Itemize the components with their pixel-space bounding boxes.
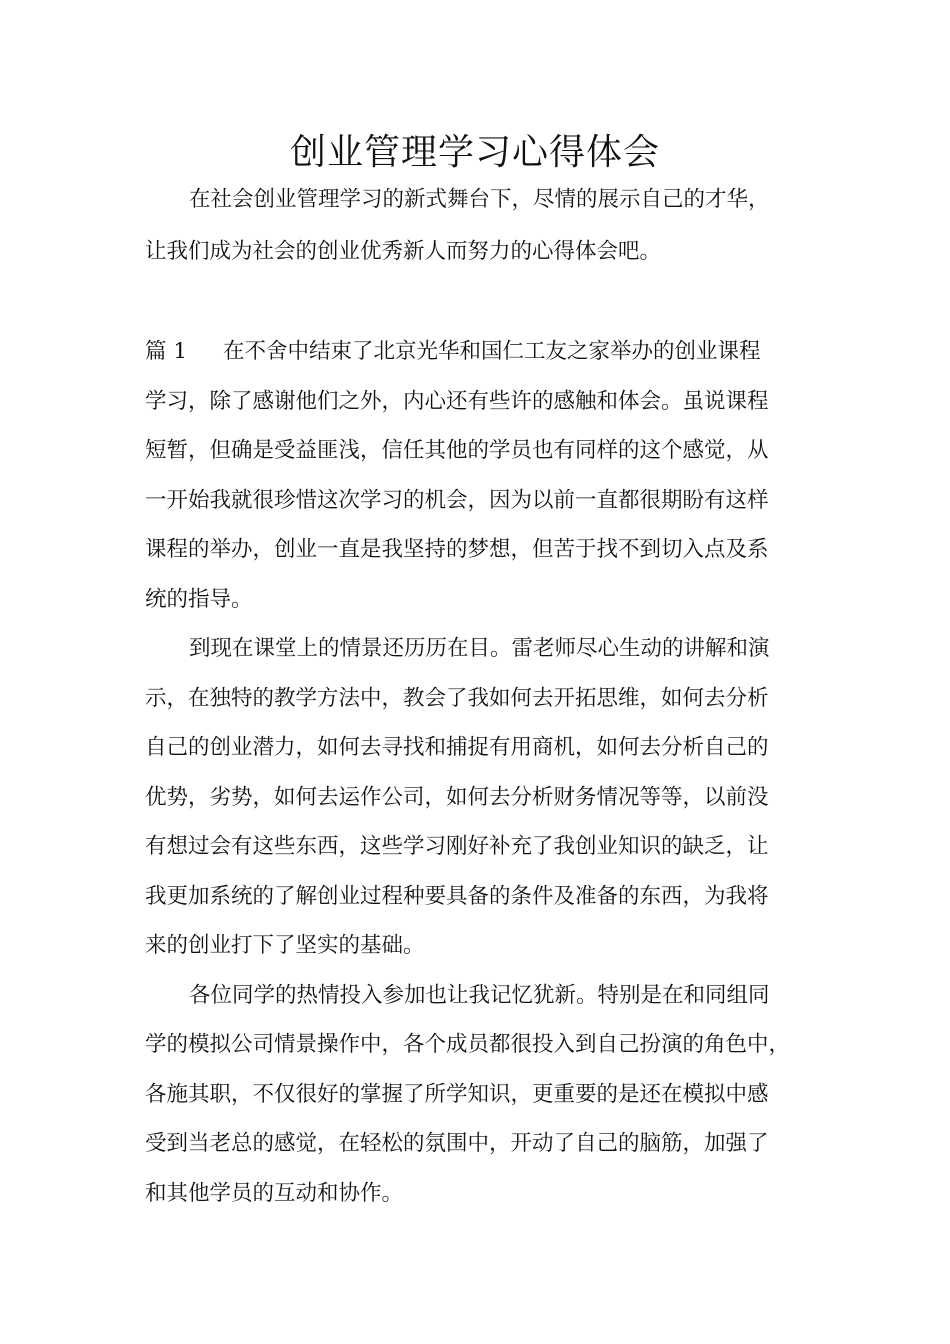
paragraph1-line-6: 统的指导。 [145,587,253,612]
intro-line-2: 让我们成为社会的创业优秀新人而努力的心得体会吧。 [145,239,662,264]
paragraph2-line-4: 优势，劣势，如何去运作公司，如何去分析财务情况等等，以前没 [145,785,769,810]
paragraph1-line-5: 课程的举办，创业一直是我坚持的梦想，但苦于找不到切入点及系 [145,537,769,562]
paragraph3-line-2: 学的模拟公司情景操作中，各个成员都很投入到自己扮演的角色中， [145,1032,791,1057]
section-label: 篇 1 [145,339,188,364]
paragraph1-line-2: 学习，除了感谢他们之外，内心还有些许的感触和体会。虽说课程 [145,389,769,414]
intro-line-1: 在社会创业管理学习的新式舞台下，尽情的展示自己的才华， [189,187,770,212]
paragraph1-line-1-text: 在不舍中结束了北京光华和国仁工友之家举办的创业课程 [223,339,761,364]
document-title: 创业管理学习心得体会 [289,132,660,173]
paragraph2-line-3: 自己的创业潜力，如何去寻找和捕捉有用商机，如何去分析自己的 [145,735,769,760]
paragraph2-line-1: 到现在课堂上的情景还历历在目。雷老师尽心生动的讲解和演 [189,636,770,661]
paragraph2-line-7: 来的创业打下了坚实的基础。 [145,933,425,958]
paragraph3-line-1: 各位同学的热情投入参加也让我记忆犹新。特别是在和同组同 [189,983,770,1008]
paragraph2-line-2: 示，在独特的教学方法中，教会了我如何去开拓思维，如何去分析 [145,686,769,711]
paragraph1-line-4: 一开始我就很珍惜这次学习的机会，因为以前一直都很期盼有这样 [145,488,769,513]
paragraph1-line-3: 短暂，但确是受益匪浅，信任其他的学员也有同样的这个感觉，从 [145,438,769,463]
paragraph3-line-5: 和其他学员的互动和协作。 [145,1181,404,1206]
paragraph1-line-1 [145,337,761,367]
paragraph2-line-6: 我更加系统的了解创业过程种要具备的条件及准备的东西，为我将 [145,884,769,909]
paragraph2-line-5: 有想过会有这些东西，这些学习刚好补充了我创业知识的缺乏，让 [145,834,769,859]
paragraph3-line-4: 受到当老总的感觉，在轻松的氛围中，开动了自己的脑筋，加强了 [145,1131,769,1156]
paragraph3-line-3: 各施其职，不仅很好的掌握了所学知识，更重要的是还在模拟中感 [145,1082,769,1107]
